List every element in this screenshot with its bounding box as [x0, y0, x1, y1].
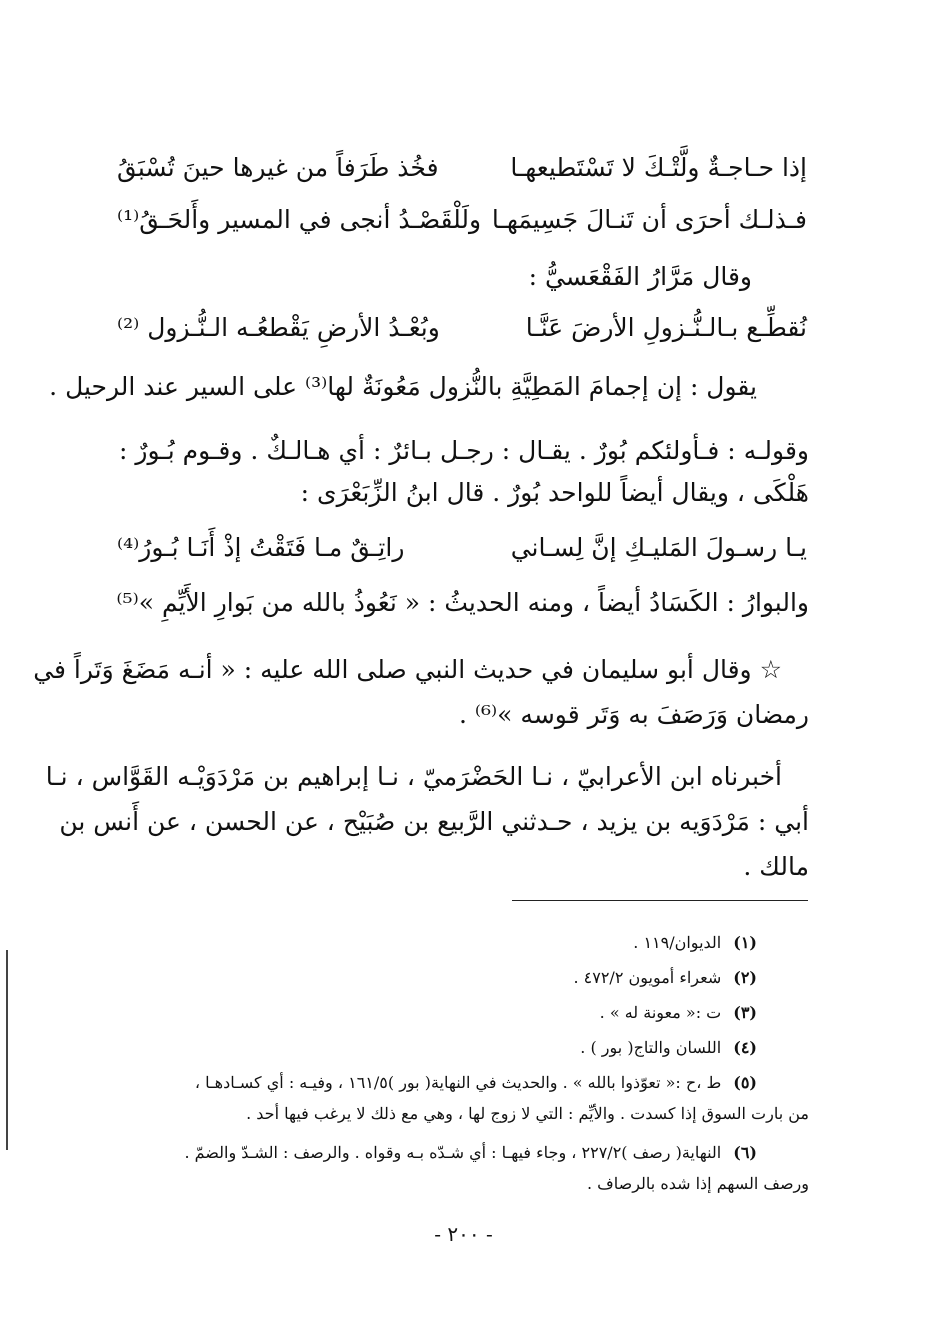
- footnote-number: (٦): [733, 1143, 757, 1162]
- footnote-text: الديوان/١١٩ .: [633, 933, 722, 952]
- footnote-number: (٤): [733, 1038, 757, 1057]
- footnote-4: [67, 1038, 757, 1057]
- footnote-text: من بارت السوق إذا كسدت . والأيِّم : التي لا زوج لها ، وهي مع ذلك لا يرغب فيها أحد .: [246, 1104, 809, 1123]
- page-number: - ٢٠٠ -: [434, 1222, 493, 1246]
- footnote-5: [117, 1073, 757, 1092]
- footnote-6: [117, 1143, 757, 1162]
- verse-first-hemistich: فـذلـك أحرَى أن تَنـالَ جَسِيمَهـا: [491, 204, 807, 234]
- footnote-number: (٣): [733, 1003, 757, 1022]
- paragraph-isnad-line-2: أبي : مَرْدَوَيه بن يزيد ، حـدثني الرَّبيع بن صُبَيْح ، عن الحسن ، عن أَنس بن: [59, 807, 809, 836]
- paragraph-bur-line-1: وقولـه : فـأولئكم بُورٌ . يقـال : رجـل بـائرٌ : أي هـالـكٌ . وقـوم بُـورٌ :: [119, 436, 809, 465]
- verse-line-2: [117, 197, 807, 241]
- verse-first-hemistich: نُقطِّـع بـالـنُّـزولِ الأرضَ عَنَّـا: [525, 312, 807, 342]
- paragraph-abu-sulayman-line-1: ☆ وقال أبو سليمان في حديث النبي صلى الله عليه : « أنـه مَضَغَ وَتَراً في: [33, 655, 782, 684]
- footnote-text: شعراء أمويون ٤٧٢/٢ .: [573, 968, 722, 987]
- footnote-text: ت :« معونة له » .: [599, 1003, 722, 1022]
- footnote-number: (٥): [733, 1073, 757, 1092]
- paragraph-abu-sulayman-line-2: رمضان وَرَصَفَ به وَتَر قوسه »⁽⁶⁾ .: [458, 700, 809, 729]
- verse-second-hemistich: راتِـقٌ مـا فَتَقْتُ إذْ أَنَـا بُـورُ⁽⁴⁾: [117, 532, 405, 562]
- paragraph-isnad-line-3: مالك .: [743, 852, 809, 881]
- verse-first-hemistich: إذا حـاجـةٌ ولَّتْـكَ لا تَسْتَطيعهـا: [510, 152, 807, 182]
- footnote-divider: [512, 900, 808, 901]
- paragraph-isnad-line-1: أخبرناه ابن الأعرابيّ ، نـا الحَضْرَميّ ، نـا إبراهيم بن مَرْدَوَيْـه القَوَّاس ، نـا: [45, 762, 782, 791]
- footnote-text: ط ،ح :« تعوّذوا بالله » . والحديث في النهاية( بور )١٦١/٥ ، وفيـه : أي كسـادهـا ،: [194, 1073, 722, 1092]
- paragraph-yaqul: يقول : إن إجمامَ المَطِيَّةِ بالنُّزول مَعُونَةٌ لها⁽³⁾ على السير عند الرحيل .: [49, 372, 757, 401]
- footnote-1: [67, 933, 757, 952]
- verse-second-hemistich: ولَلْقَصْـدُ أنجى في المسير وأَلحَـقُ⁽¹⁾: [117, 204, 482, 234]
- footnote-text: ورصف السهم إذا شده بالرصاف .: [586, 1174, 809, 1193]
- verse-marrar: [117, 305, 807, 349]
- footnote-text: النهاية( رصف )٢٢٧/٢ ، وجاء فيهـا : أي شـدّه بـه وقواه . والرصف : الشـدّ والضمّ .: [184, 1143, 722, 1162]
- footnote-6-continued: [119, 1174, 809, 1193]
- footnote-2: [67, 968, 757, 987]
- scan-edge-mark: [6, 950, 8, 1150]
- footnote-5-continued: [119, 1104, 809, 1123]
- footnote-number: (٢): [733, 968, 757, 987]
- footnote-text: اللسان والتاج( بور ) .: [580, 1038, 722, 1057]
- verse-second-hemistich: فخُذ طَرَفاً من غيرها حينَ تُسْبَقُ: [117, 152, 439, 182]
- paragraph-bur-line-2: هَلْكَى ، ويقال أيضاً للواحد بُورٌ . قال ابنُ الزِّبَعْرَى :: [300, 478, 809, 507]
- verse-second-hemistich: وبُعْـدُ الأرضِ يَقْطعُـه الـنُّـزول ⁽²⁾: [117, 312, 440, 342]
- verse-zibara: [117, 525, 807, 569]
- footnote-number: (١): [733, 933, 757, 952]
- verse-first-hemistich: يـا رسـولَ المَليـكِ إنَّ لِسـاني: [510, 532, 807, 562]
- verse-line-1: [117, 145, 807, 189]
- paragraph-bawar: والبوارُ : الكَسَادُ أيضاً ، ومنه الحديثُ : « نَعُوذُ بالله من بَوارِ الأَيِّمِ »⁽⁵⁾: [116, 588, 809, 617]
- intro-marrar: وقال مَرَّارُ الفَقْعَسيُّ :: [528, 262, 752, 291]
- footnote-3: [67, 1003, 757, 1022]
